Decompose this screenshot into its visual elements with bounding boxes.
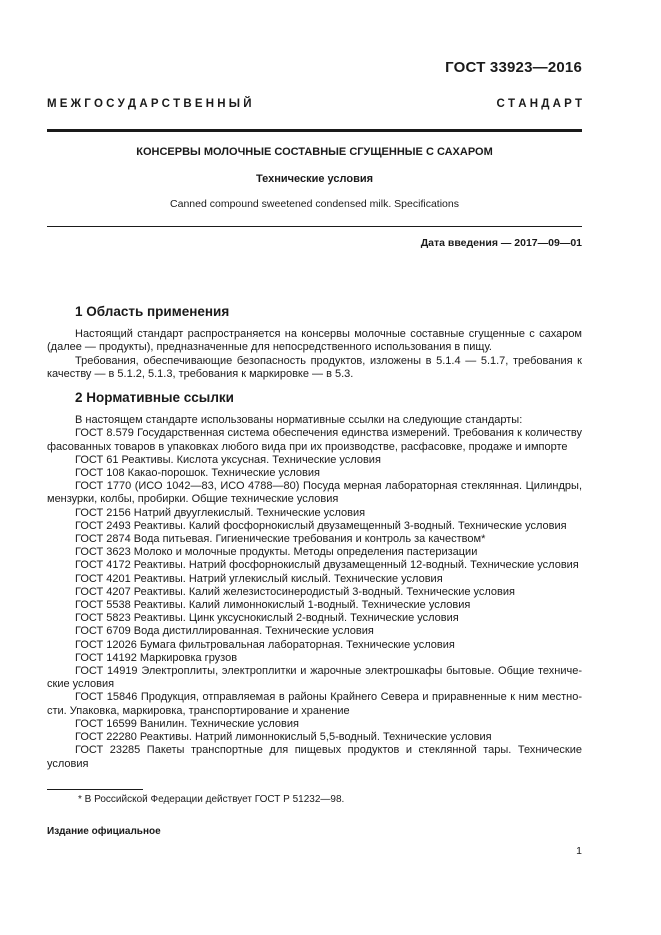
normative-reference-item: ГОСТ 61 Реактивы. Кислота уксусная. Технические условия [75, 453, 381, 466]
section-2-heading: 2 Нормативные ссылки [75, 390, 234, 406]
normative-reference-item: ГОСТ 12026 Бумага фильтровальная лабораторная. Технические условия [75, 638, 455, 651]
interstate-standard-banner [47, 98, 582, 110]
normative-reference-item: ГОСТ 14919 Электроплиты, электроплитки и жарочные электрошкафы бытовые. Общие техниче-ские условия [47, 665, 582, 691]
introduction-date: Дата введения — 2017—09—01 [420, 237, 582, 249]
normative-reference-item: ГОСТ 5823 Реактивы. Цинк уксуснокислый 2-водный. Технические условия [75, 612, 459, 625]
normative-reference-item: ГОСТ 2874 Вода питьевая. Гигиенические требования и контроль за качеством* [75, 533, 486, 546]
normative-reference-item: ГОСТ 2156 Натрий двууглекислый. Технические условия [75, 506, 366, 519]
normative-reference-item: ГОСТ 15846 Продукция, отправляемая в районы Крайнего Севера и приравненные к ним местно-сти. Упаковка, маркировка, транспортирование и хранение [47, 691, 582, 717]
normative-reference-item: ГОСТ 4207 Реактивы. Калий железистосинеродистый 3-водный. Технические условия [75, 585, 515, 598]
edition-label: Издание официальное [47, 826, 161, 837]
normative-reference-item: ГОСТ 16599 Ванилин. Технические условия [75, 717, 299, 730]
normative-reference-item: ГОСТ 8.579 Государственная система обеспечения единства измерений. Требования к количеству фасованных товаров в упаковках любого вида при их производстве, расфасовке, продаже и импорте [47, 427, 582, 453]
document-subtitle: Технические условия [255, 173, 374, 185]
section-1-paragraph: Требования, обеспечивающие безопасность продуктов, изложены в 5.1.4 — 5.1.7, требования к качеству — в 5.1.2, 5.1.3, требования к маркировке — в 5.3. [47, 354, 582, 380]
normative-references-list [47, 427, 582, 770]
footnote: * В Российской Федерации действует ГОСТ Р 51232—98. [78, 794, 345, 805]
normative-reference-item: ГОСТ 4201 Реактивы. Натрий углекислый кислый. Технические условия [75, 572, 443, 585]
document-body [47, 305, 582, 771]
section-1-paragraph: Настоящий стандарт распространяется на консервы молочные составные сгущенные с сахаром (далее — продукты), предназначенные для непосредственного использования в пищу. [47, 328, 582, 354]
normative-reference-item: ГОСТ 1770 (ИСО 1042—83, ИСО 4788—80) Посуда мерная лабораторная стеклянная. Цилиндры, мензурки, колбы, пробирки. Общие технические условия [47, 480, 582, 506]
normative-reference-item: ГОСТ 22280 Реактивы. Натрий лимоннокислый 5,5-водный. Технические условия [75, 731, 492, 744]
document-title: КОНСЕРВЫ МОЛОЧНЫЕ СОСТАВНЫЕ СГУЩЕННЫЕ С САХАРОМ [136, 146, 493, 158]
english-title: Canned compound sweetened condensed milk. Specifications [170, 198, 459, 210]
banner-word-standard: С Т А Н Д А Р Т [496, 98, 582, 110]
section-1-heading: 1 Область применения [75, 304, 230, 319]
normative-reference-item: ГОСТ 23285 Пакеты транспортные для пищевых продуктов и стеклянной тары. Технические условия [47, 744, 582, 770]
footnote-rule [47, 789, 143, 790]
normative-reference-item: ГОСТ 14192 Маркировка грузов [75, 651, 238, 664]
normative-reference-item: ГОСТ 6709 Вода дистиллированная. Технические условия [75, 625, 374, 638]
standard-code: ГОСТ 33923—2016 [445, 59, 582, 76]
section-2-intro: В настоящем стандарте использованы нормативные ссылки на следующие стандарты: [75, 414, 523, 427]
normative-reference-item: ГОСТ 108 Какао-порошок. Технические условия [75, 467, 320, 480]
banner-word-interstate: М Е Ж Г О С У Д А Р С Т В Е Н Н Ы Й [47, 98, 252, 110]
header-rule [47, 129, 582, 132]
title-rule [47, 226, 582, 227]
page-number: 1 [576, 845, 582, 857]
normative-reference-item: ГОСТ 2493 Реактивы. Калий фосфорнокислый двузамещенный 3-водный. Технические условия [75, 519, 567, 532]
normative-reference-item: ГОСТ 4172 Реактивы. Натрий фосфорнокислый двузамещенный 12-водный. Технические условия [75, 559, 579, 572]
normative-reference-item: ГОСТ 3623 Молоко и молочные продукты. Методы определения пастеризации [75, 546, 478, 559]
normative-reference-item: ГОСТ 5538 Реактивы. Калий лимоннокислый 1-водный. Технические условия [75, 599, 471, 612]
